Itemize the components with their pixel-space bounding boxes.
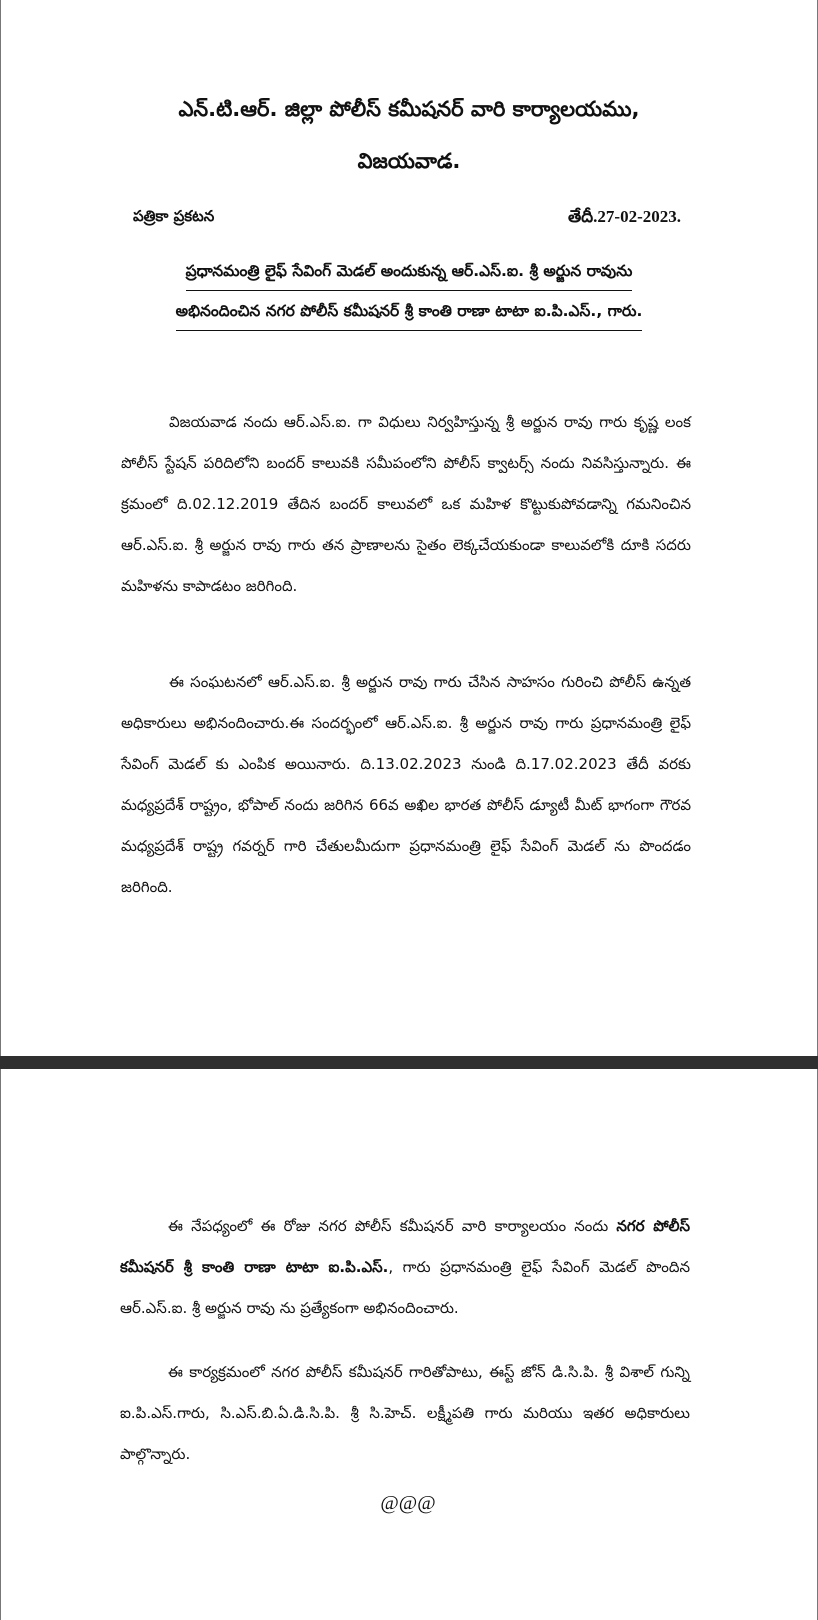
subject-line-1-text: ప్రధానమంత్రి లైఫ్ సేవింగ్ మెడల్ అందుకున్న ఆర్.ఎస్.ఐ. శ్రీ అర్జున రావును: [186, 262, 633, 291]
end-mark: @@@: [380, 1492, 436, 1514]
subject-line-2-text: అభినందించిన నగర పోలీస్ కమీషనర్ శ్రీ కాంతి రాణా టాటా ఐ.పి.ఎస్., గారు.: [176, 302, 643, 331]
page-separator: [0, 1056, 818, 1069]
para3-lead: ఈ నేపధ్యంలో ఈ రోజు నగర పోలీస్ కమీషనర్ వారి కార్యాలయం నందు: [168, 1217, 617, 1235]
body-paragraph-3: [120, 1206, 690, 1329]
body-paragraph-2: ఈ సంఘటనలో ఆర్.ఎస్.ఐ. శ్రీ అర్జున రావు గారు చేసిన సాహసం గురించి పోలీస్ ఉన్నత అధికారులు అభినందించారు.ఈ సందర్భంలో ఆర్.ఎస్.ఐ. శ్రీ అర్జున రావు గారు ప్రధానమంత్రి లైఫ్ సేవింగ్ మెడల్ కు ఎంపిక అయినారు. ది.13.02.2023 నుండి ది.17.02.2023 తేదీ వరకు మధ్యప్రదేశ్ రాష్ట్రం, భోపాల్ నందు జరిగిన 66వ అఖిల భారత పోలీస్ డ్యూటీ మీట్ భాగంగా గౌరవ మధ్యప్రదేశ్ రాష్ట్ర గవర్నర్ గారి చేతులమీదుగా ప్రధానమంత్రి లైఫ్ సేవింగ్ మెడల్ ను పొందడం జరిగింది.: [121, 673, 691, 896]
para3-tail: , గారు ప్రధానమంత్రి లైఫ్ సేవింగ్ మెడల్ పొందిన ఆర్.ఎస్.ఐ. శ్రీ అర్జున రావు ను ప్రత్యేకంగా అభినందించారు.: [120, 1258, 690, 1317]
doc-date: తేదీ.27-02-2023.: [567, 207, 681, 226]
subject-line-2: [1, 302, 817, 331]
office-title: ఎన్.టి.ఆర్. జిల్లా పోలీస్ కమీషనర్ వారి కార్యాలయము,: [178, 97, 640, 121]
office-city: విజయవాడ.: [357, 149, 461, 173]
body-paragraph-1: విజయవాడ నందు ఆర్.ఎస్.ఐ. గా విధులు నిర్వహిస్తున్న శ్రీ అర్జున రావు గారు కృష్ణ లంక పోలీస్ స్టేషన్ పరిదిలోని బందర్ కాలువకి సమీపంలోని పోలీస్ క్వాటర్స్ నందు నివసిస్తున్నారు. ఈ క్రమంలో ది.02.12.2019 తేదిన బందర్ కాలువలో ఒక మహిళ కొట్టుకుపోవడాన్ని గమనించిన ఆర్.ఎస్.ఐ. శ్రీ అర్జున రావు గారు తన ప్రాణాలను సైతం లెక్కచేయకుండా కాలువలోకి దూకి సదరు మహిళను కాపాడటం జరిగింది.: [121, 413, 691, 595]
document-page-2: [0, 1069, 818, 1620]
subject-line-1: [1, 262, 817, 291]
body-paragraph-4: ఈ కార్యక్రమంలో నగర పోలీస్ కమీషనర్ గారితోపాటు, ఈస్ట్ జోన్ డి.సి.పి. శ్రీ విశాల్ గున్ని ఐ.పి.ఎస్.గారు, సి.ఎస్.బి.ఏ.డి.సి.పి. శ్రీ సి.హెచ్. లక్ష్మీపతి గారు మరియు ఇతర అధికారులు పాల్గొన్నారు.: [120, 1363, 690, 1463]
commissioner-name-bold: నగర పోలీస్ కమీషనర్ శ్రీ కాంతి రాణా టాటా ఐ.పి.ఎస్.: [120, 1217, 690, 1276]
doc-type-label: పత్రికా ప్రకటన: [133, 207, 215, 225]
